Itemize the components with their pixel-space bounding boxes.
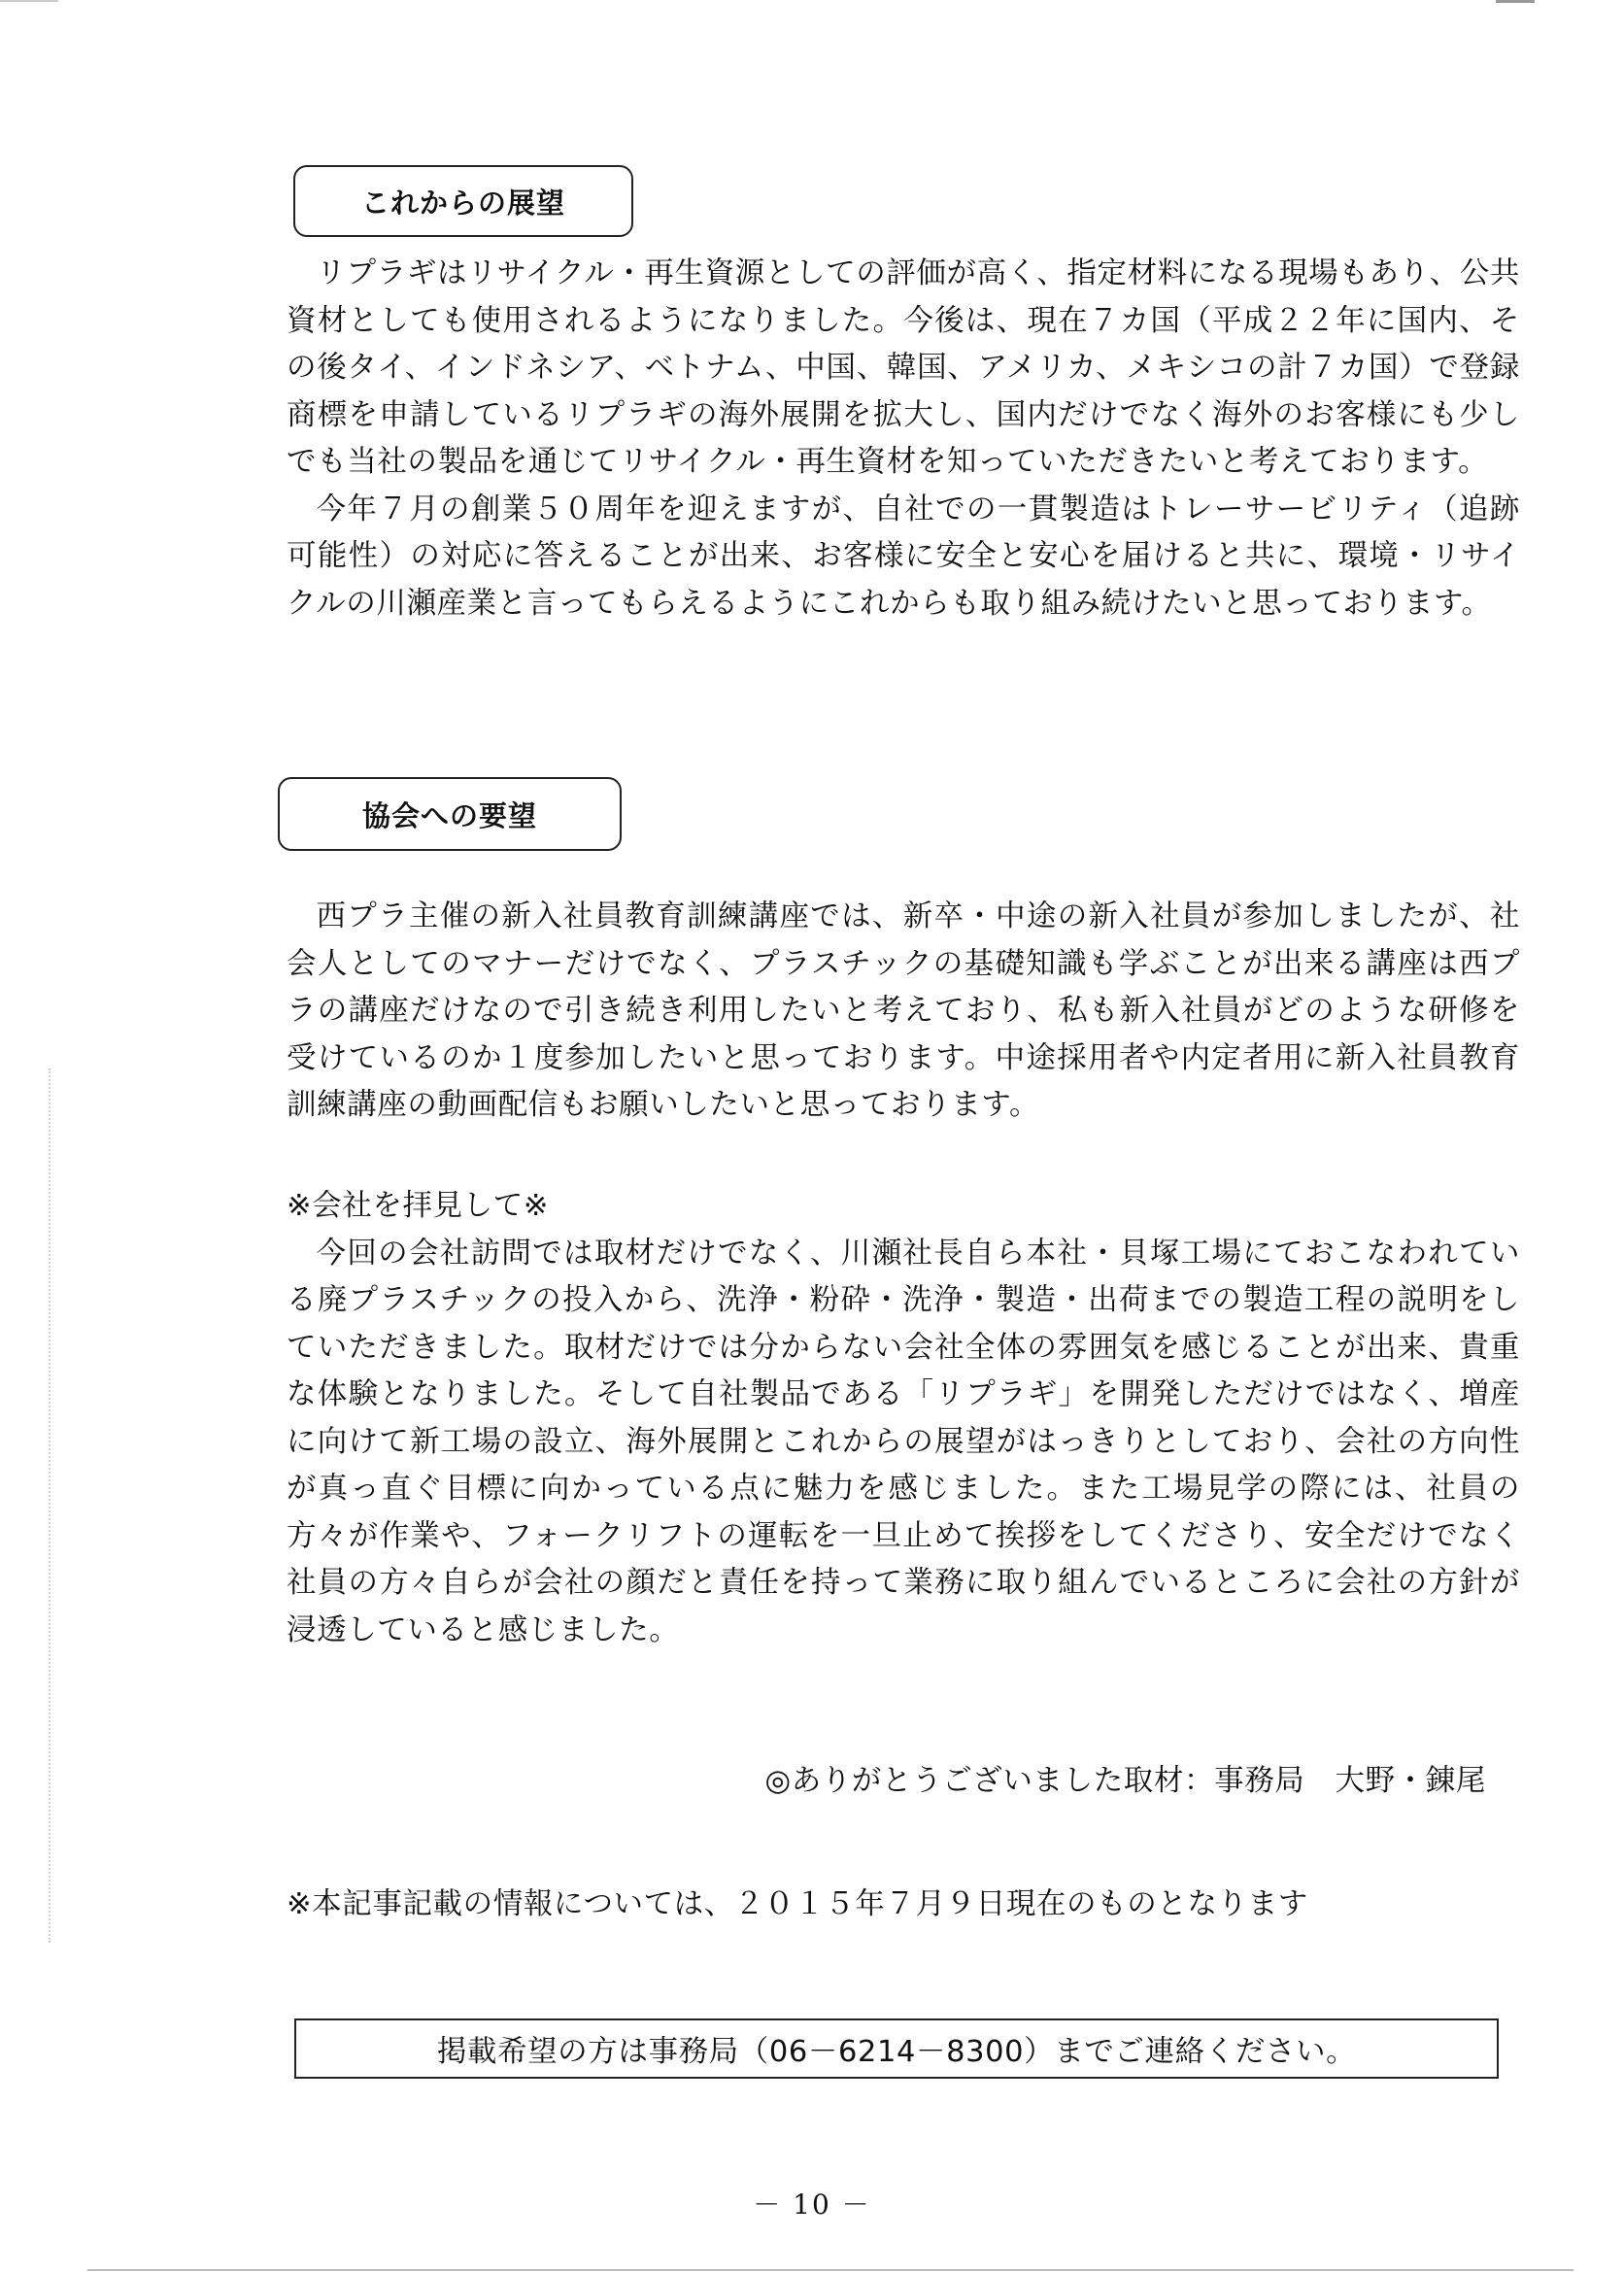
section-heading-request: 協会への要望 — [278, 777, 622, 851]
paragraph: 今年７月の創業５０周年を迎えますが、自社での一貫製造はトレーサービリティ（追跡可能性）の対応に答えることが出来、お客様に安全と安心を届けると共に、環境・リサイクルの川瀬産業と言ってもらえるようにこれからも取り組み続けたいと思っております。 — [287, 492, 1520, 621]
page-number: － 10 － — [753, 2188, 871, 2221]
contact-box: 掲載希望の方は事務局（06－6214－8300）までご連絡ください。 — [294, 2018, 1499, 2079]
bottom-rule — [87, 2269, 1573, 2271]
scan-edge-mark — [0, 0, 58, 2]
paragraph: 西プラ主催の新入社員教育訓練講座では、新卒・中途の新入社員が参加しましたが、社会人としてのマナーだけでなく、プラスチックの基礎知識も学ぶことが出来る講座は西プラの講座だけなので引き続き利用したいと考えており、私も新入社員がどのような研修を受けているのか１度参加したいと思っております。中途採用者や内定者用に新入社員教育訓練講座の動画配信もお願いしたいと思っております。 — [287, 899, 1520, 1122]
section-heading-outlook: これからの展望 — [293, 165, 633, 237]
section-body-request — [287, 894, 1520, 1130]
paragraph: リプラギはリサイクル・再生資源としての評価が高く、指定材料になる現場もあり、公共資材としても使用されるようになりました。今後は、現在７カ国（平成２２年に国内、その後タイ、インドネシア、ベトナム、中国、韓国、アメリカ、メキシコの計７カ国）で登録商標を申請しているリプラギの海外展開を拡大し、国内だけでなく海外のお客様にも少しでも当社の製品を通じてリサイクル・再生資材を知っていただきたいと考えております。 — [287, 256, 1520, 479]
scan-edge-mark — [1496, 0, 1535, 3]
interview-credit: ◎ありがとうございました取材：事務局 大野・錬尾 — [764, 1764, 1486, 1798]
paragraph: 今回の会社訪問では取材だけでなく、川瀬社長自ら本社・貝塚工場にておこなわれている廃プラスチックの投入から、洗浄・粉砕・洗浄・製造・出荷までの製造工程の説明をしていただきました。取材だけでは分からない会社全体の雰囲気を感じることが出来、貴重な体験となりました。そして自社製品である「リプラギ」を開発しただけではなく、増産に向けて新工場の設立、海外展開とこれからの展望がはっきりとしており、会社の方向性が真っ直ぐ目標に向かっている点に魅力を感じました。また工場見学の際には、社員の方々が作業や、フォークリフトの運転を一旦止めて挨拶をしてくださり、安全だけでなく社員の方々自らが会社の顔だと責任を持って業務に取り組んでいるところに会社の方針が浸透していると感じました。 — [287, 1236, 1520, 1647]
section-body-visit — [287, 1183, 1520, 1654]
visit-title: ※会社を拝見して※ — [287, 1189, 550, 1223]
info-date-note: ※本記事記載の情報については、２０１５年７月９日現在のものとなります — [287, 1887, 1308, 1921]
scan-edge-dots — [49, 1068, 52, 1943]
section-body-outlook — [287, 251, 1520, 627]
